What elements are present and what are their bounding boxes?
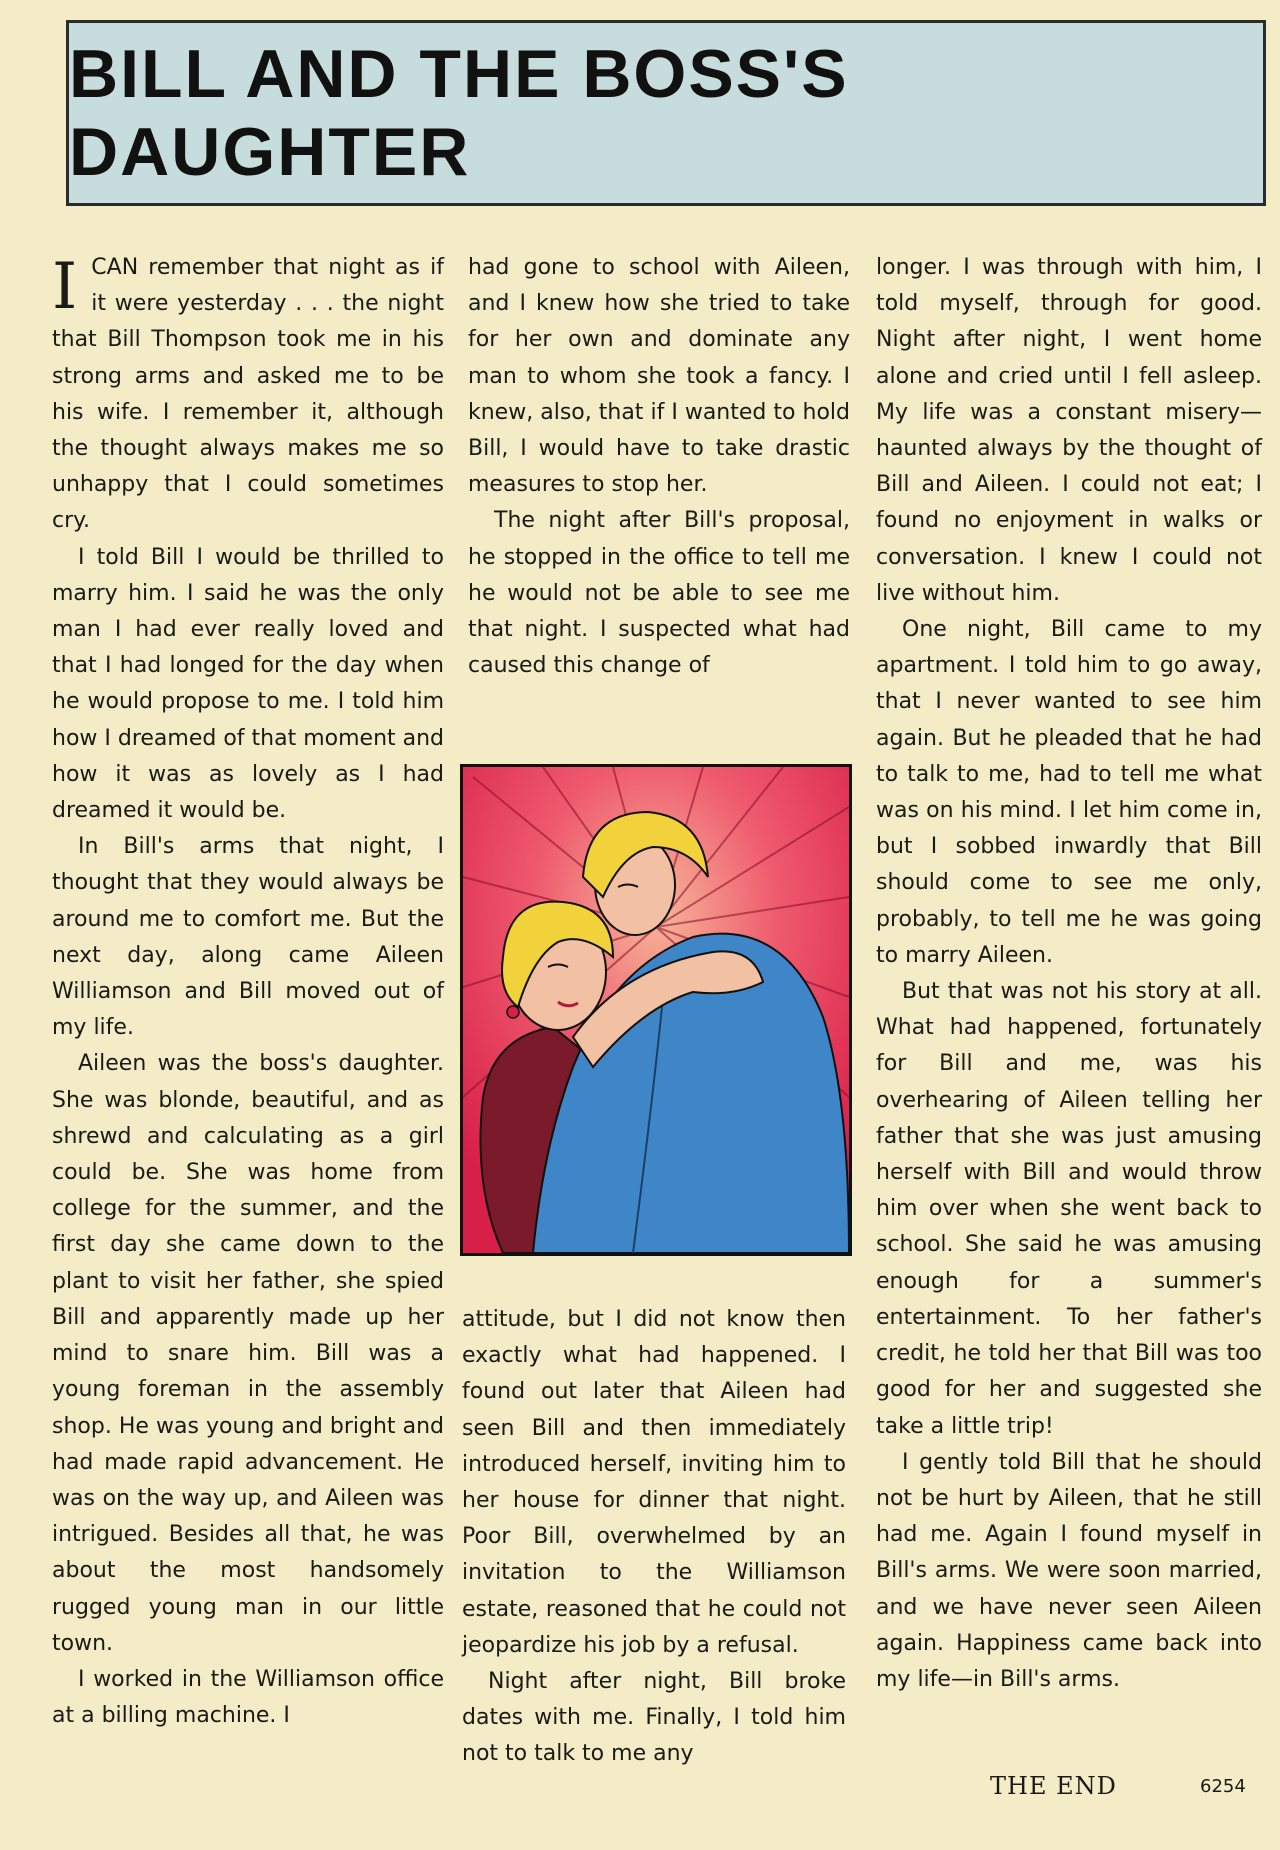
- paragraph: I gently told Bill that he should not be hurt by Aileen, that he still had me. Again I found myself in Bill's arms. We were soon married, and we have never seen Aileen again. Happiness came back into my life—in Bill's arms.: [876, 1449, 1262, 1692]
- title-banner: [66, 20, 1266, 206]
- paragraph: Night after night, Bill broke dates with me. Finally, I told him not to talk to me any: [462, 1669, 846, 1767]
- paragraph: The night after Bill's proposal, he stopped in the office to tell me he would not be able to see me that night. I suspected what had caused this change of: [468, 508, 850, 679]
- drop-cap: I: [52, 250, 78, 324]
- text-column-2-top: [468, 250, 850, 684]
- paragraph: Aileen was the boss's daughter. She was blonde, beautiful, and as shrewd and calculating as a girl could be. She was home from college for the summer, and the first day she came down to the plant to visit her father, she spied Bill and apparently made up her mind to snare him. Bill was a young foreman in the assembly shop. He was young and bright and had made rapid advancement. He was on the way up, and Aileen was intrigued. Besides all that, he was about the most handsomely rugged young man in our little town.: [52, 1051, 444, 1656]
- code-number: 6254: [1200, 1776, 1246, 1797]
- paragraph: One night, Bill came to my apartment. I told him to go away, that I never wanted to see him again. But he pleaded that he had to talk to me, had to tell me what was on his mind. I let him come in, but I sobbed inwardly that Bill should come to see me only, probably, to tell me he was going to marry Aileen.: [876, 617, 1262, 968]
- paragraph: attitude, but I did not know then exactly what had happened. I found out later that Aileen had seen Bill and then immediately introduced herself, inviting him to her house for dinner that night. Poor Bill, overwhelmed by an invitation to the Williamson estate, reasoned that he could not jeopardize his job by a refusal.: [462, 1307, 846, 1658]
- earring: [507, 1006, 519, 1018]
- the-end-label: THE END: [990, 1772, 1117, 1800]
- couple-embrace-illustration: [463, 767, 849, 1253]
- paragraph-text: CAN remember that night as if it were yesterday . . . the night that Bill Thompson took me in his strong arms and asked me to be his wife. I remember it, although the thought always makes me so unhappy that I could sometimes cry.: [52, 255, 444, 534]
- paragraph: [52, 250, 444, 540]
- text-column-3: [876, 250, 1262, 1698]
- illustration-panel: [460, 764, 852, 1256]
- story-title: BILL AND THE BOSS'S DAUGHTER: [69, 36, 849, 190]
- paragraph: had gone to school with Aileen, and I knew how she tried to take for her own and dominate any man to whom she took a fancy. I knew, also, that if I wanted to hold Bill, I would have to take drastic measures to stop her.: [468, 255, 850, 498]
- paragraph: In Bill's arms that night, I thought that they would always be around me to comfort me. But the next day, along came Aileen Williamson and Bill moved out of my life.: [52, 834, 444, 1041]
- paragraph: I worked in the Williamson office at a billing machine. I: [52, 1666, 444, 1729]
- text-column-1: [52, 250, 444, 1734]
- text-column-2-bottom: [462, 1302, 846, 1773]
- paragraph: But that was not his story at all. What had happened, fortunately for Bill and me, was his overhearing of Aileen telling her father that she was just amusing herself with Bill and would throw him over when she went back to school. She said he was amusing enough for a summer's entertainment. To her father's credit, he told her that Bill was too good for her and suggested she take a little trip!: [876, 979, 1262, 1439]
- paragraph: I told Bill I would be thrilled to marry him. I said he was the only man I had ever really loved and that I had longed for the day when he would propose to me. I told him how I dreamed of that moment and how it was as lovely as I had dreamed it would be.: [52, 544, 445, 824]
- paragraph: longer. I was through with him, I told myself, through for good. Night after night, I went home alone and cried until I fell asleep. My life was a constant misery—haunted always by the thought of Bill and Aileen. I could not eat; I found no enjoyment in walks or conversation. I knew I could not live without him.: [876, 255, 1262, 606]
